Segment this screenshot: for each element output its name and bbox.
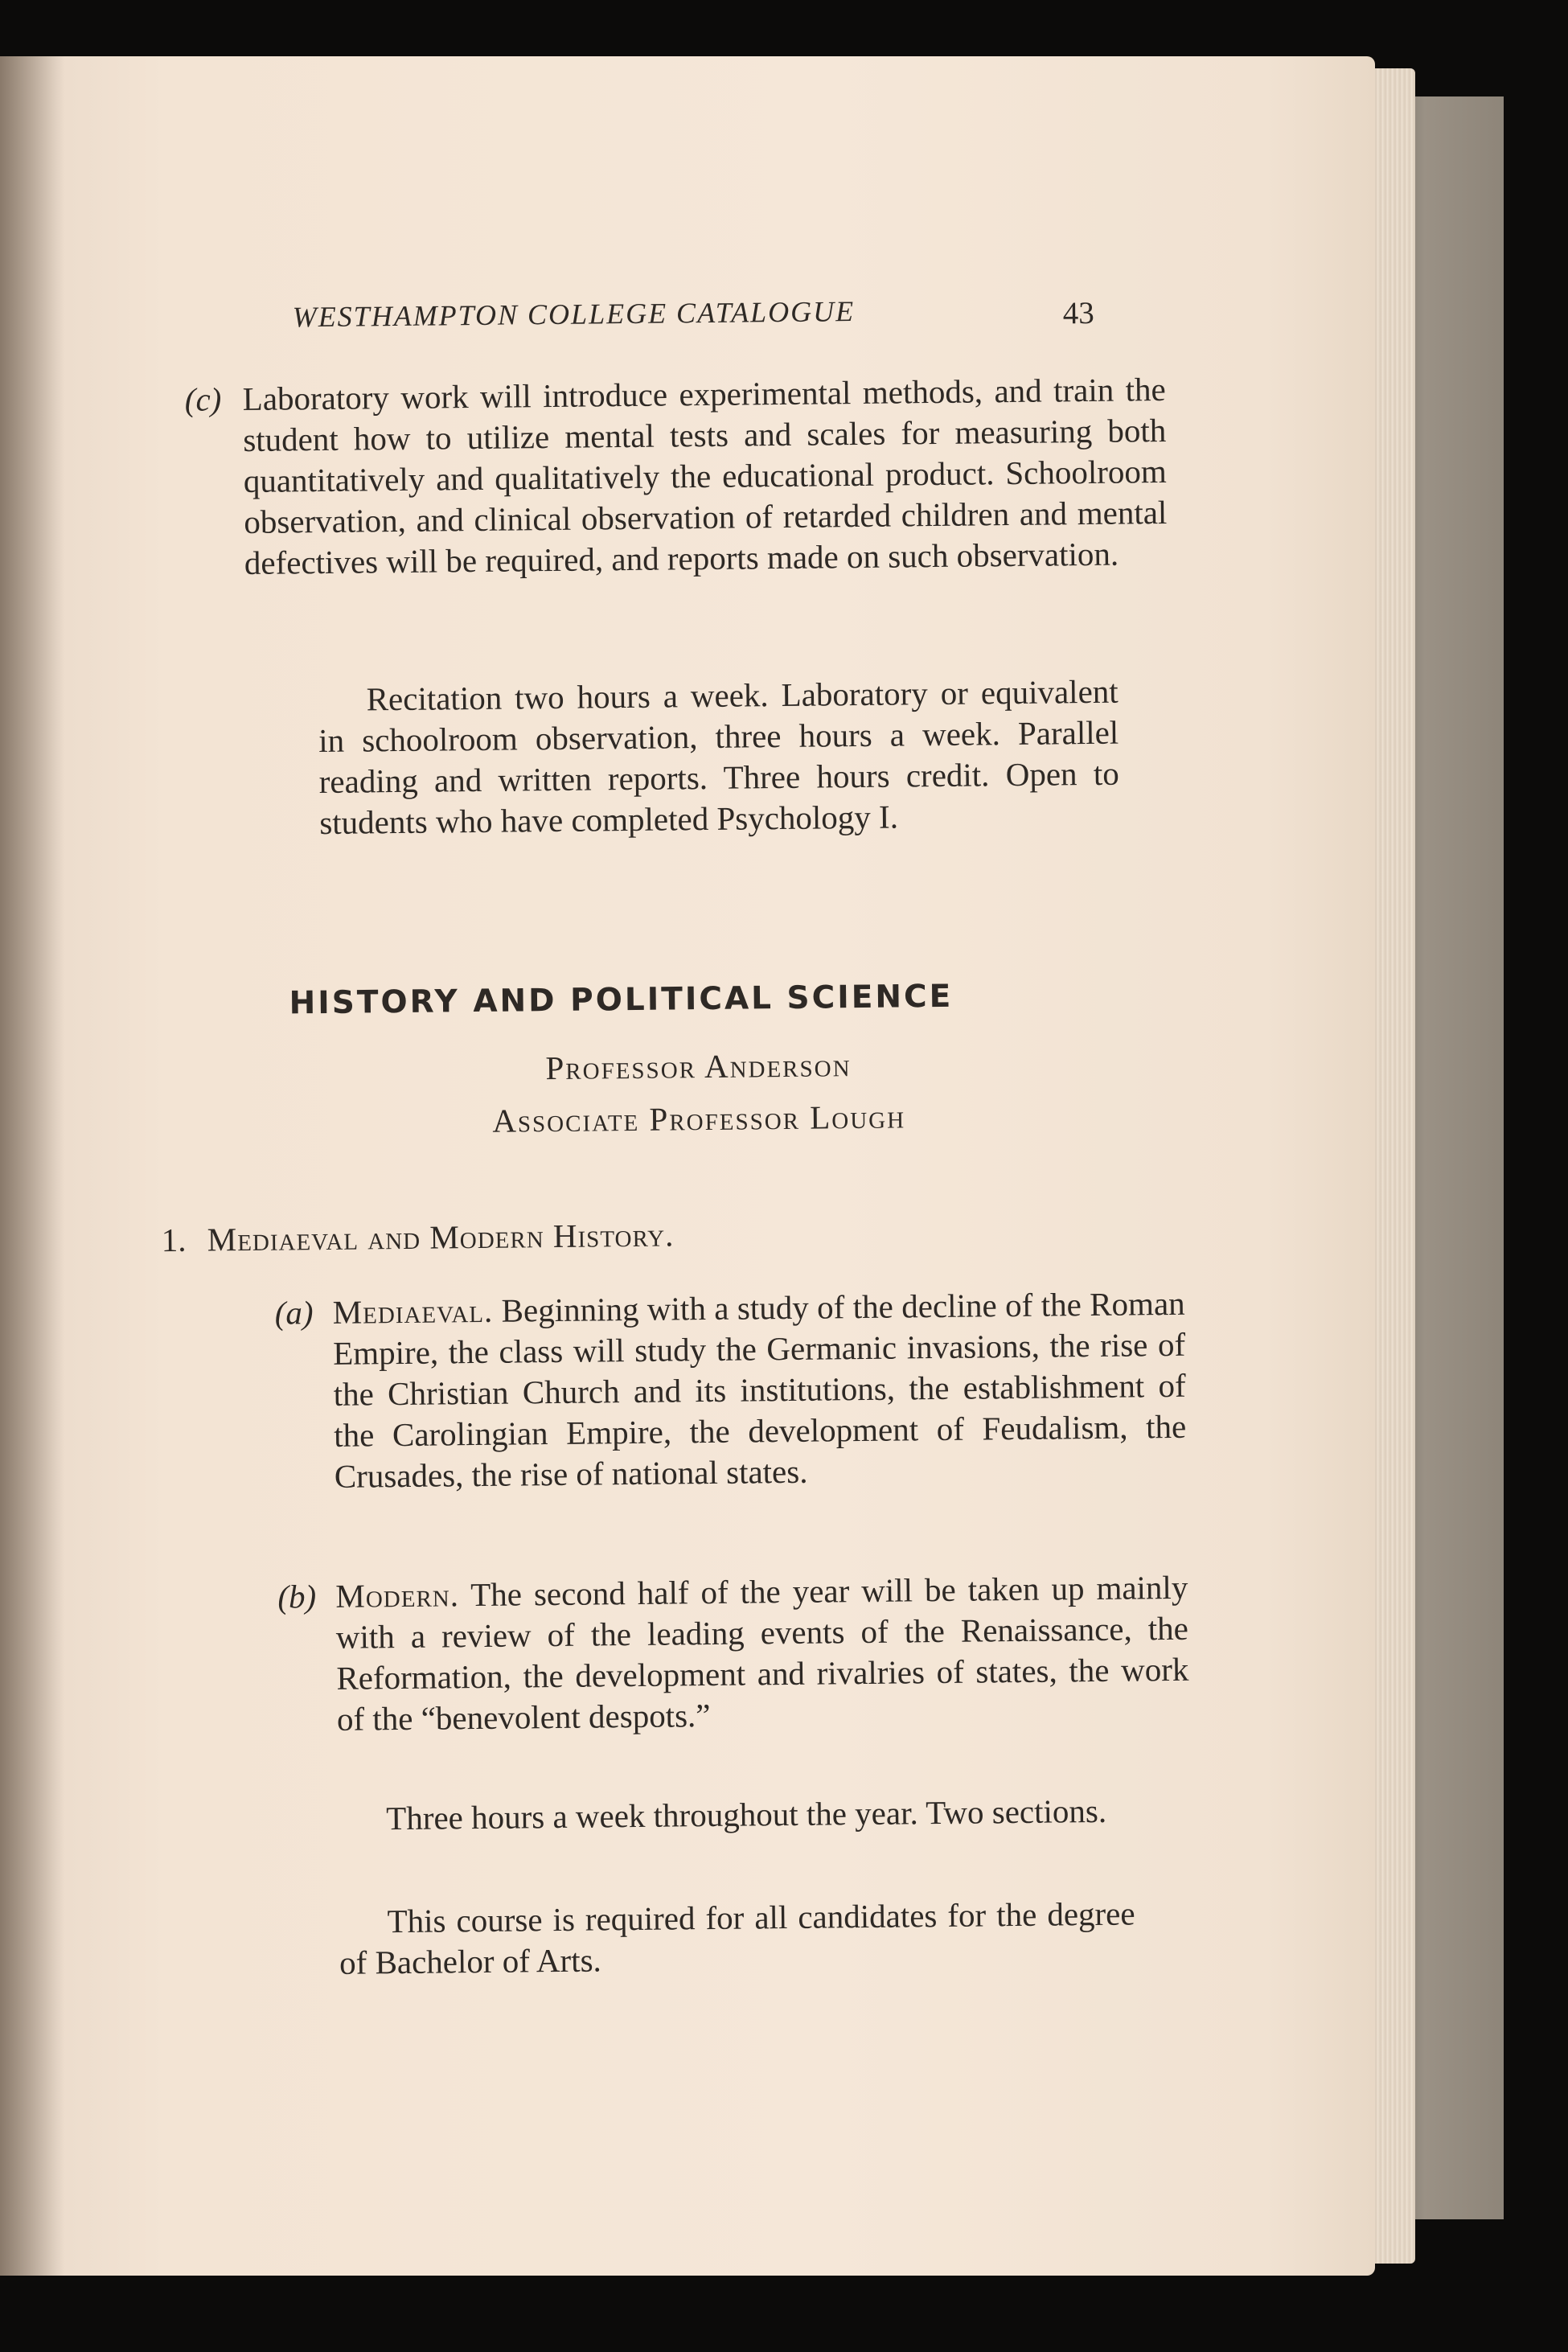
book-page <box>0 56 1375 2276</box>
item-b-text: The second half of the year will be taken up mainly with a review of the leading events of the Renaissance, the Reformation, the development and rivalries of states, the work of the “benevolent despots.” <box>335 1568 1189 1738</box>
item-c-text: Laboratory work will introduce experimental methods, and train the student how to utilize mental tests and scales for measuring both quantitatively and qualitatively the educational product. Schoolroom observation, and clinical observation of retarded children and mental defectives will be required, and reports made on such observation. <box>242 370 1168 581</box>
item-b-title: Modern. <box>335 1576 460 1615</box>
running-header-title: WESTHAMPTON COLLEGE CATALOGUE <box>292 295 856 334</box>
item-b-label: (b) <box>277 1578 317 1615</box>
course-1-number: 1. <box>161 1221 187 1259</box>
psychology-item-c <box>185 369 1168 585</box>
gutter-shadow <box>0 56 64 2276</box>
course-1-requirement: This course is required for all candidates for the degree of Bachelor of Arts. <box>339 1894 1135 1981</box>
item-c-label: (c) <box>184 380 222 418</box>
page-number: 43 <box>1062 295 1094 331</box>
course-1-item-b <box>277 1567 1189 1741</box>
page-text-block <box>0 49 1386 2283</box>
professor-line-1: Professor Anderson <box>545 1046 852 1087</box>
psychology-recitation: Recitation two hours a week. Laboratory or equivalent in schoolroom observation, three hours a week. Parallel reading and written reports. Three hours credit. Open to students who have completed Psychology I. <box>318 672 1119 842</box>
item-a-label: (a) <box>274 1294 314 1332</box>
item-a-text: Beginning with a study of the decline of the Roman Empire, the class will study the Germanic invasions, the rise of the Christian Church and its institutions, the establishment of the Carolingian Empire, the development of Feudalism, the Crusades, the rise of national states. <box>332 1284 1187 1495</box>
course-1-title: Mediaeval and Modern History. <box>207 1216 675 1258</box>
section-heading: HISTORY AND POLITICAL SCIENCE <box>289 978 954 1022</box>
course-1-item-a <box>274 1283 1187 1498</box>
item-a-title: Mediaeval. <box>332 1291 494 1331</box>
course-1-schedule: Three hours a week throughout the year. Two sections. <box>386 1792 1107 1837</box>
course-1-heading <box>161 1214 674 1260</box>
professor-line-2: Associate Professor Lough <box>492 1098 906 1139</box>
